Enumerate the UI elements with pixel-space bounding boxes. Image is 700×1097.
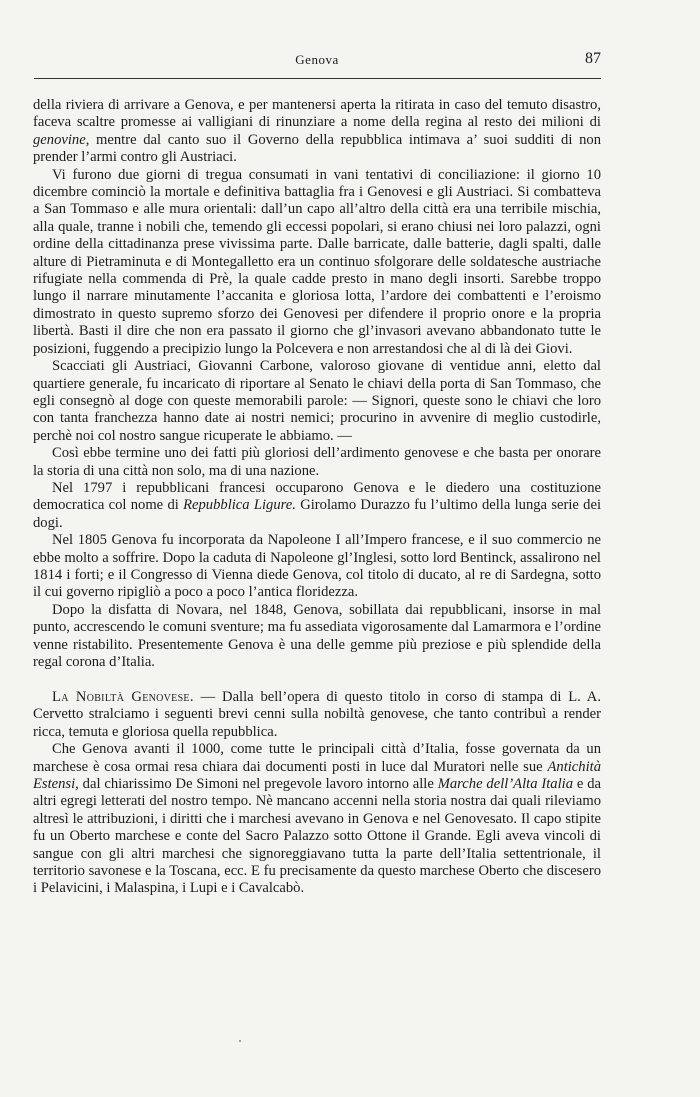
text-run: Nel 1805 Genova fu incorporata da Napoleone I all’Impero francese, e il suo commercio ne ebbe molto a soffrire. Dopo la caduta di Napoleone gl’Inglesi, sotto lord Bentinck, assalirono nel 1814 i forti; e il Congresso di Vienna diede Genova, col titolo di ducato, al re di Sardegna, sotto il cui governo ripigliò a poco a poco l’antica floridezza. (33, 532, 601, 601)
paragraph (33, 167, 601, 358)
section-heading: La Nobiltà Genovese. (52, 689, 194, 705)
paragraph (33, 532, 601, 602)
text-run: Vi furono due giorni di tregua consumati in vani tentativi di conciliazione: il giorno 10 dicembre cominciò la mortale e definitiva battaglia fra i Genovesi e gli Austriaci. Si combatteva a San Tommaso e alle mura orientali: dall’un capo all’altro della città era una terribile mischia, alla quale, tranne i nobili che, temendo gli eccessi popolari, si erano chiusi nei loro palazzi, ogni ordine della cittadinanza prese vivissima parte. Dalle barricate, dalle batterie, dagli spalti, dalle alture di Pietraminuta e di Montegalletto era un continuo sfolgorare delle soldatesche austriache rifugiate nella commenda di Prè, la quale cadde presto in mano degli insorti. Sarebbe troppo lungo il narrare minutamente l’accanita e gloriosa lotta, l’ardore dei combattenti e l’eroismo dimostrato in questo supremo sforzo dei Genovesi per difendere il proprio onore e la propria libertà. Basti il dire che non era passato il giorno che gl’invasori avevano abbandonato tutte le posizioni, fuggendo a precipizio lungo la Polcevera e non arrestandosi che al di là dei Giovi. (33, 166, 601, 357)
text-run: Dopo la disfatta di Novara, nel 1848, Genova, sobillata dai repubblicani, insorse in mal punto, accrescendo le comuni sventure; ma fu assediata vigorosamente dal Lamarmora e l’ordine venne ristabilito. Presentemente Genova è una delle gemme più preziose e più splendide della regal corona d’Italia. (33, 601, 601, 670)
section-first-paragraph (33, 689, 601, 741)
italic-text: Antichità Estensi, (33, 758, 601, 793)
text-run: della riviera di arrivare a Genova, e per mantenersi aperta la ritirata in caso del temuto disastro, faceva scaltre promesse ai valligiani di rinunziare a nome della regina al resto dei milioni di (33, 97, 601, 131)
text-run: Girolamo Durazzo fu l’ultimo della lunga serie dei dogi. (33, 497, 602, 531)
text-run: Scacciati gli Austriaci, Giovanni Carbone, valoroso giovane di ventidue anni, eletto dal quartiere generale, fu incaricato di riportare al Senato le chiavi della porta di San Tommaso, che egli consegnò al doge con queste memorabili parole: — Signori, queste sono le chiavi che loro con tanta franchezza hanno date ai nostri nemici; procurino in avvenire di meglio custodirle, perchè noi col nostro sangue ricuperate le abbiamo. — (33, 358, 601, 444)
running-title: Genova (295, 52, 339, 67)
paragraph (33, 602, 601, 672)
paragraph (33, 358, 601, 445)
main-text (33, 97, 601, 671)
italic-text: Repubblica Ligure. (183, 497, 296, 514)
text-run: e da altri egregi letterati del nostro tempo. Nè mancano accenni nella storia nostra dai quali rileviamo altresì le attribuzioni, i diritti che i marchesi avevano in Genova e nel Genovesato. Il capo stipite fu un Oberto marchese e conte del Sacro Palazzo sotto Ottone il Grande. Egli aveva vincoli di sangue con gli altri marchesi che signoreggiavano tutta la parte dell’Italia settentrionale, il territorio savonese e la Toscana, ecc. E fu precisamente da questo marchese Oberto che discesero i Pelavicini, i Malaspina, i Lupi e i Cavalcabò. (33, 776, 601, 897)
text-run: Così ebbe termine uno dei fatti più gloriosi dell’ardimento genovese e che basta per onorare la storia di una città non solo, ma di una nazione. (33, 445, 601, 479)
text-run: , mentre dal canto suo il Governo della repubblica intimava a’ suoi sudditi di non prender l’armi contro gli Austriaci. (33, 131, 601, 166)
text-run: dal chiarissimo De Simoni nel pregevole lavoro intorno alle (78, 776, 438, 793)
italic-text: Marche dell’Alta Italia (437, 776, 573, 793)
header-rule (34, 78, 601, 79)
paragraph (33, 445, 601, 480)
paragraph (33, 97, 601, 167)
page-speck (239, 1040, 241, 1042)
page-header (33, 50, 601, 70)
page-number: 87 (585, 50, 601, 67)
section-paragraph (33, 741, 601, 898)
text-run: Nel 1797 i repubblicani francesi occuparono Genova e le diedero una costituzione democratica col nome di (33, 479, 601, 514)
text-run: Che Genova avanti il 1000, come tutte le principali città d’Italia, fosse governata da un marchese è cosa ormai resa chiara dai documenti posti in luce dal Muratori nelle sue (33, 741, 601, 775)
paragraph (33, 480, 601, 532)
section-nobilta-genovese (33, 689, 601, 898)
italic-text: genovine (33, 131, 86, 148)
text-run: — Dalla bell’opera di questo titolo in corso di stampa di L. A. Cervetto stralciamo i seguenti brevi cenni sulla nobiltà genovese, che tanto contribuì a render ricca, temuta e gloriosa quella repubblica. (33, 689, 601, 740)
